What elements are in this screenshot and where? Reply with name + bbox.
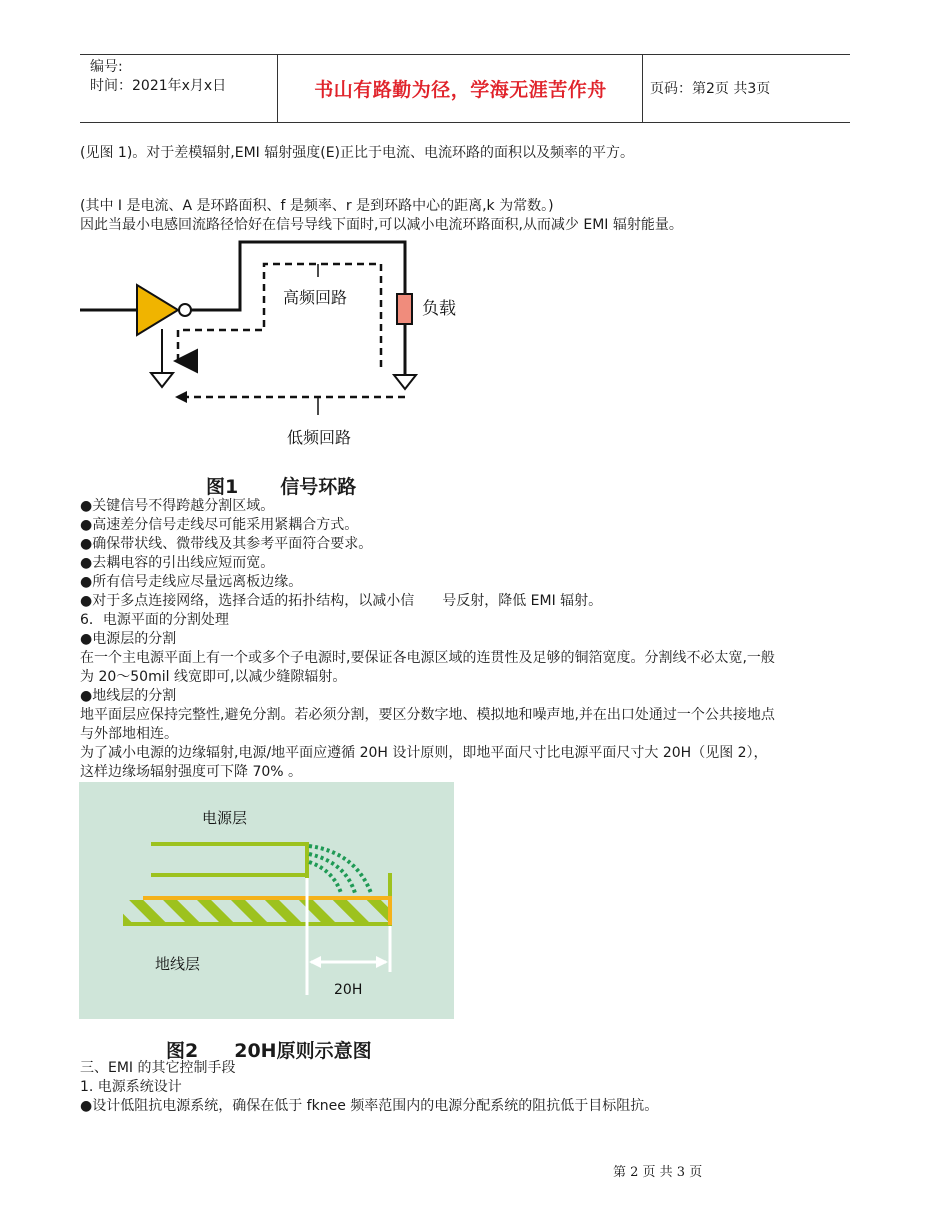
- section6-title: 6．电源平面的分割处理: [80, 612, 229, 628]
- paragraph-differential-radiation: (见图 1)。对于差模辐射,EMI 辐射强度(E)正比于电流、电流环路的面积以及频率的平方。: [80, 145, 635, 161]
- section6-power-split-text-2: 为 20～50mil 线宽即可,以减少缝隙辐射。: [80, 669, 347, 685]
- header-bottom-rule: [80, 122, 850, 123]
- label-low-frequency-loop: 低频回路: [287, 428, 352, 447]
- section3-title: 三、EMI 的其它控制手段: [80, 1060, 236, 1076]
- bullet-topology: ●对于多点连接网络，选择合适的拓扑结构，以减小信 号反射，降低 EMI 辐射。: [80, 593, 603, 609]
- ground-plane-hatch: [123, 900, 390, 922]
- section6-20h-rule-text-1: 为了减小电源的边缘辐射,电源/地平面应遵循 20H 设计原则，即地平面尺寸比电源平面尺寸大 20H（见图 2），: [80, 745, 768, 761]
- section6-power-split-heading: ●电源层的分割: [80, 631, 177, 647]
- load-ground-symbol: [394, 375, 416, 389]
- label-dimension-20h: 20H: [334, 982, 363, 998]
- figure1-caption-title: 信号环路: [280, 476, 357, 498]
- bullet-differential-signals: ●高速差分信号走线尽可能采用紧耦合方式。: [80, 517, 359, 533]
- section3-subtitle: 1. 电源系统设计: [80, 1079, 182, 1095]
- bullet-decoupling-capacitor: ●去耦电容的引出线应短而宽。: [80, 555, 275, 571]
- section6-ground-split-text-2: 与外部地相连。: [80, 726, 178, 742]
- figure2-caption-number: 图2: [166, 1040, 199, 1062]
- driver-ground-symbol: [151, 373, 173, 387]
- section6-ground-split-text-1: 地平面层应保持完整性,避免分割。若必须分割，要区分数字地、模拟地和噪声地,并在出口处通过一个公共接地点: [80, 707, 775, 723]
- header-page-label: 页码：第2页 共3页: [650, 81, 771, 97]
- header-motto: 书山有路勤为径，学海无涯苦作舟: [314, 79, 607, 101]
- label-high-frequency-loop: 高频回路: [283, 288, 348, 307]
- figure1-caption: [206, 472, 356, 499]
- paragraph-return-path: 因此当最小电感回流路径恰好在信号导线下面时,可以减小电流环路面积,从而减少 EMI 辐射能量。: [80, 217, 683, 233]
- label-power-layer: 电源层: [202, 809, 248, 827]
- figure2-20h-rule-diagram: [79, 782, 454, 1019]
- label-load: 负载: [422, 299, 456, 319]
- bullet-board-edge: ●所有信号走线应尽量远离板边缘。: [80, 574, 303, 590]
- figure2-caption-title: 20H原则示意图: [234, 1040, 372, 1062]
- high-frequency-return-path: [178, 264, 381, 367]
- bullet-stripline-microstrip: ●确保带状线、微带线及其参考平面符合要求。: [80, 536, 373, 552]
- paragraph-formula-legend: (其中 I 是电流、A 是环路面积、f 是频率、r 是到环路中心的距离,k 为常数。): [80, 198, 554, 214]
- page-footer: 第 2 页 共 3 页: [613, 1165, 703, 1180]
- label-ground-layer: 地线层: [155, 955, 201, 973]
- header-number-label: 编号:: [90, 59, 123, 75]
- header-top-rule: [80, 54, 850, 55]
- section6-power-split-text-1: 在一个主电源平面上有一个或多个子电源时,要保证各电源区域的连贯性及足够的铜箔宽度。分割线不必太宽,一般: [80, 650, 775, 666]
- bullet-critical-signals: ●关键信号不得跨越分割区域。: [80, 498, 275, 514]
- figure1-caption-number: 图1: [206, 476, 239, 498]
- section6-ground-split-heading: ●地线层的分割: [80, 688, 177, 704]
- load-resistor: [397, 294, 412, 324]
- section6-20h-rule-text-2: 这样边缘场辐射强度可下降 70% 。: [80, 764, 303, 780]
- section3-bullet-low-impedance: ●设计低阻抗电源系统，确保在低于 fknee 频率范围内的电源分配系统的阻抗低于目标阻抗。: [80, 1098, 659, 1114]
- buffer-triangle: [137, 285, 178, 335]
- buffer-inverter-bubble: [179, 304, 191, 316]
- header-time-label: 时间：2021年x月x日: [90, 78, 227, 94]
- low-frequency-arrow-head: [175, 391, 187, 403]
- figure1-signal-loop-diagram: [75, 237, 515, 452]
